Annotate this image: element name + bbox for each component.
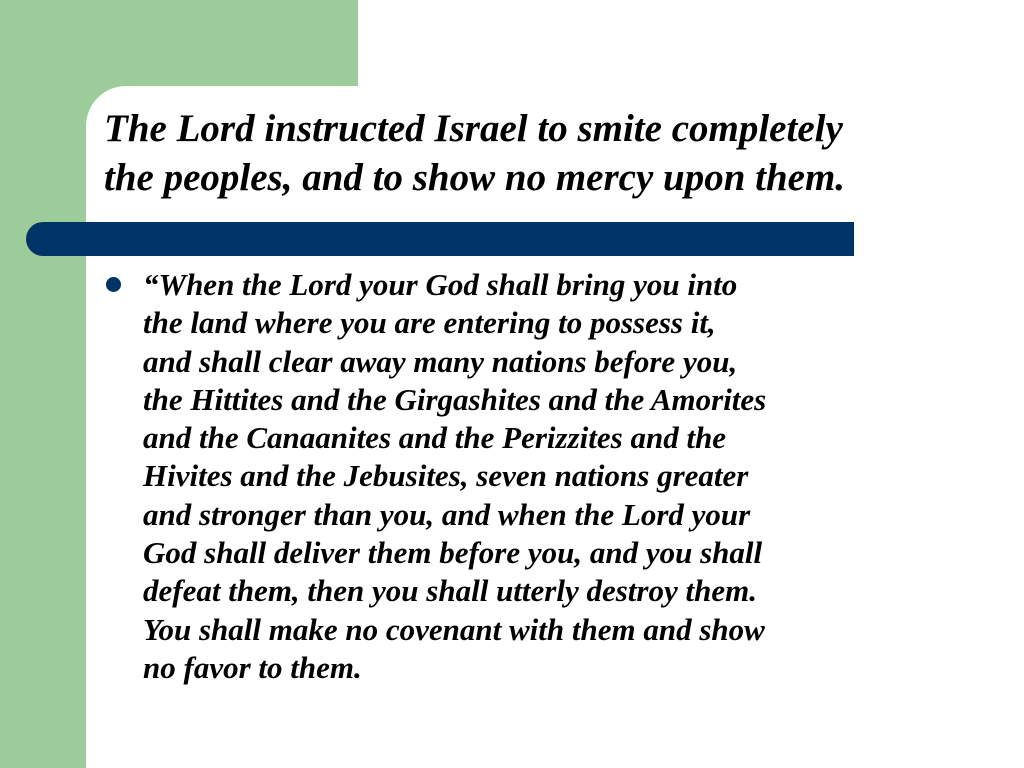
- body-line: defeat them, then you shall utterly destroy them.: [143, 573, 757, 609]
- body-line: and stronger than you, and when the Lord your: [143, 496, 751, 532]
- body-line: “When the Lord your God shall bring you into: [143, 267, 738, 302]
- body-line: no favor to them.: [143, 649, 362, 685]
- bullet-quote-text: [143, 266, 1003, 687]
- body-line: Hivites and the Jebusites, seven nations greater: [143, 458, 749, 494]
- body-line: the land where you are entering to possess it,: [143, 305, 716, 341]
- title-line: The Lord instructed Israel to smite completely: [104, 107, 843, 150]
- round-bullet-icon: [106, 277, 121, 292]
- title-line: the peoples, and to show no mercy upon them.: [104, 156, 846, 199]
- body-line: the Hittites and the Girgashites and the Amorites: [143, 381, 767, 417]
- slide-title: [104, 104, 1004, 202]
- title-divider-bar: [26, 222, 854, 256]
- body-line: and the Canaanites and the Perizzites and the: [143, 420, 727, 456]
- body-line: You shall make no covenant with them and show: [143, 611, 765, 647]
- body-line: and shall clear away many nations before you,: [143, 343, 738, 379]
- body-line: God shall deliver them before you, and you shall: [143, 535, 763, 571]
